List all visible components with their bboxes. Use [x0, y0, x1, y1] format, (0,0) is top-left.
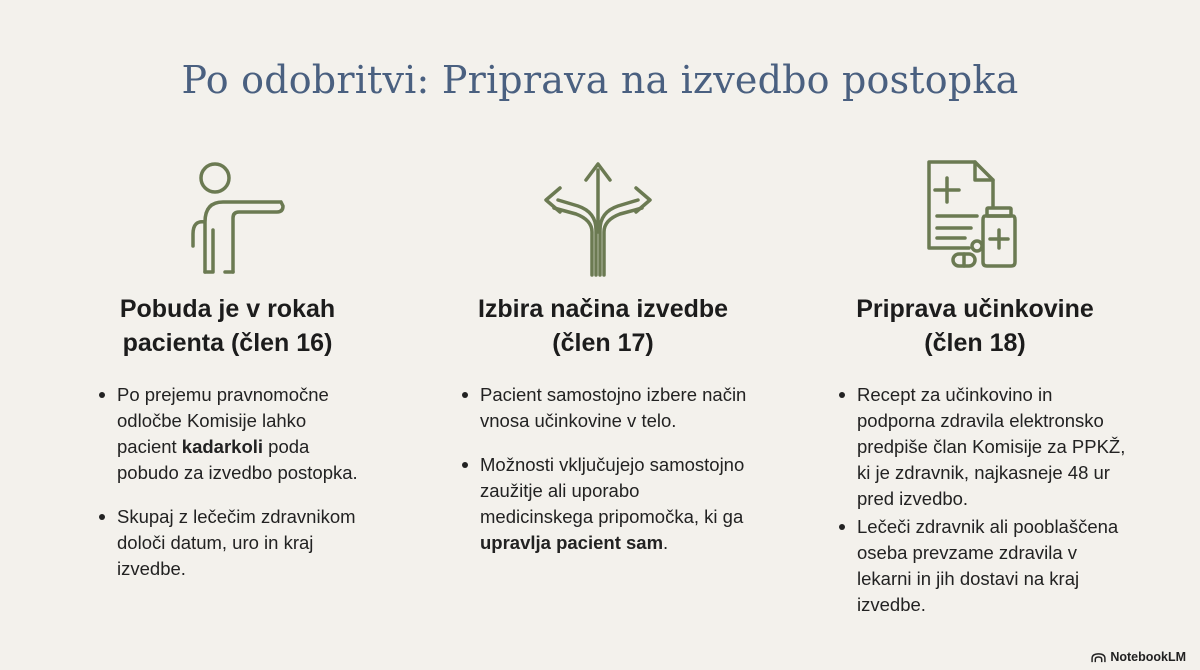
column-method-choice [458, 150, 748, 556]
person-pointing-icon [163, 150, 293, 280]
bullet-item: Po prejemu pravnomočne odločbe Komisije lahko pacient kadarkoli poda pobudo za izvedbo postopka. [95, 382, 360, 486]
notebooklm-logo-icon [1091, 652, 1106, 663]
column-substance-preparation [835, 150, 1135, 618]
page-title: Po odobritvi: Priprava na izvedbo postopka [181, 58, 1019, 102]
heading-line: Izbira načina izvedbe [477, 295, 729, 323]
column-patient-initiative [95, 150, 360, 582]
prescription-medicine-icon [907, 150, 1037, 280]
heading-line: (člen 18) [924, 329, 1026, 357]
bullet-item: Skupaj z lečečim zdravnikom določi datum, uro in kraj izvedbe. [95, 504, 360, 582]
column-heading [458, 292, 748, 360]
notebooklm-logo [1091, 650, 1186, 664]
emphasis-text: kadarkoli [181, 436, 264, 457]
heading-line: Priprava učinkovine [856, 295, 1094, 323]
bullet-item: Lečeči zdravnik ali pooblaščena oseba prevzame zdravila v lekarni in jih dostavi na kraj izvedbe. [835, 514, 1135, 618]
column-heading [95, 292, 360, 360]
heading-line: Pobuda je v rokah [119, 295, 336, 323]
emphasis-text: upravlja pacient sam [480, 532, 664, 553]
bullet-item: Recept za učinkovino in podporna zdravila elektronsko predpiše član Komisije za PPKŽ, ki je zdravnik, najkasneje 48 ur pred izvedbo. [835, 382, 1135, 512]
column-heading [825, 292, 1125, 360]
bullet-list [835, 382, 1135, 618]
bullet-list [458, 382, 748, 556]
bullet-item: Možnosti vključujejo samostojno zaužitje ali uporabo medicinskega pripomočka, ki ga upravlja pacient sam. [458, 452, 748, 556]
heading-line: (člen 17) [552, 329, 654, 357]
logo-text: NotebookLM [1110, 650, 1186, 664]
bullet-item: Pacient samostojno izbere način vnosa učinkovine v telo. [458, 382, 748, 434]
three-way-arrows-icon [538, 150, 668, 280]
heading-line: pacienta (člen 16) [122, 329, 333, 357]
bullet-list [95, 382, 360, 582]
